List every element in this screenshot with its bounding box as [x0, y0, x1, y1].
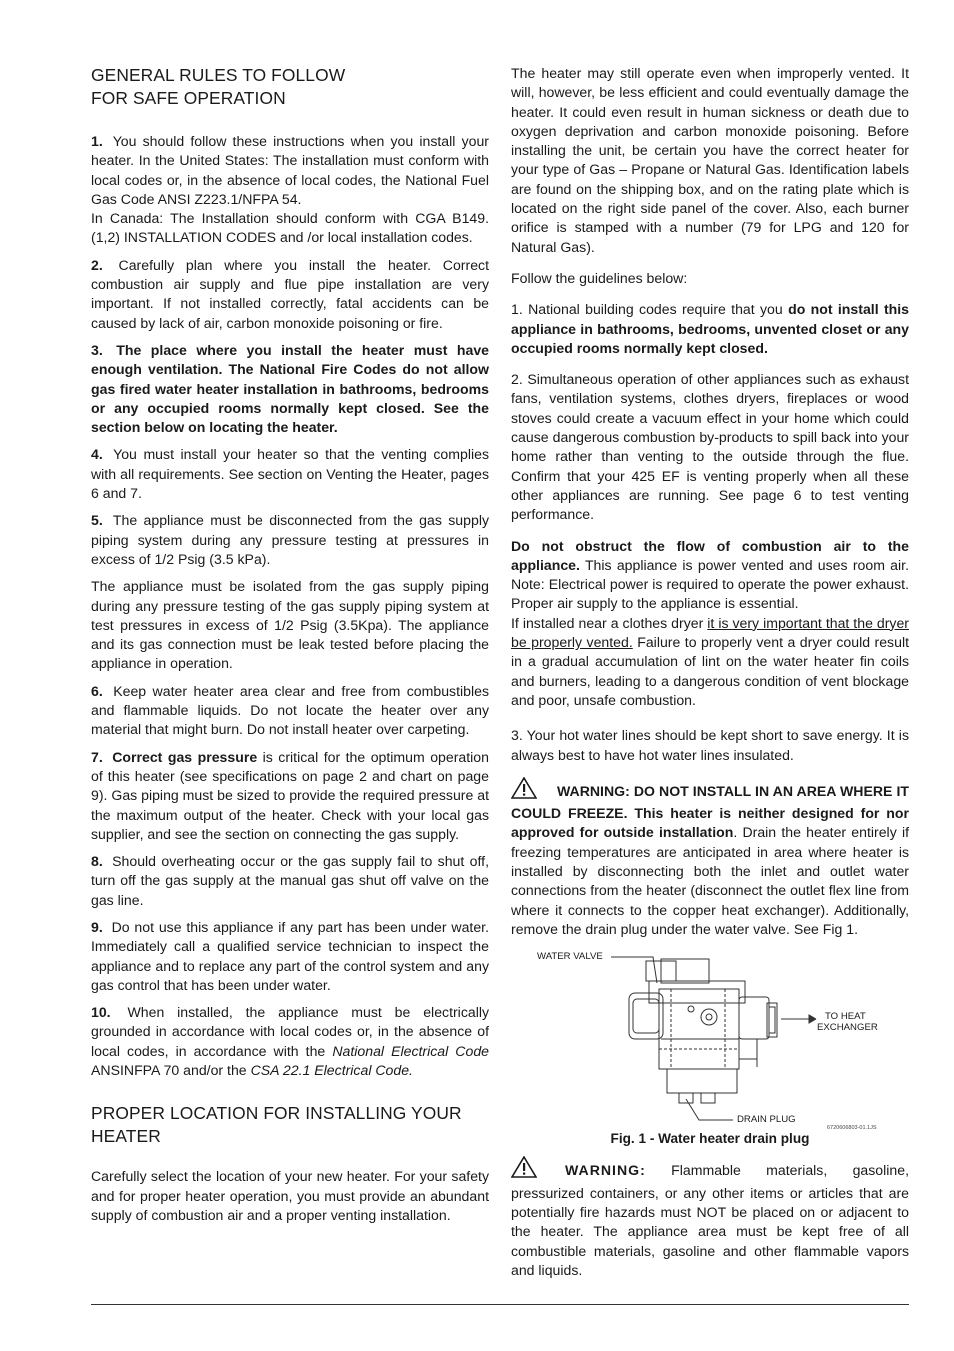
label-to-heat: TO HEAT — [825, 1011, 866, 1023]
left-column — [91, 64, 489, 1225]
rule-5-number: 5. — [91, 512, 103, 529]
rule-2-number: 2. — [91, 256, 103, 273]
rule-4-text: You must install your heater so that the venting complies with all requirements. See section on Venting the Heater, pages 6 and 7. — [91, 446, 489, 502]
warning-flammable-text: Flammable materials, gasoline, pressurized containers, or any other items or articles that are potentially fire hazards must NOT be placed on or adjacent to the heater. The appliance area must be kept free of all combustible materials, gasoline and other flammable vapors and liquids. — [511, 1162, 909, 1278]
warning-flammable-bold: WARNING: — [565, 1162, 646, 1179]
obstruct-paragraph — [511, 537, 909, 614]
rule-6-number: 6. — [91, 682, 103, 699]
rule-7-bold: Correct gas pressure — [112, 748, 258, 765]
dryer-end: Failure to properly vent a dryer could result in a gradual accumulation of lint on the water heater fin coils and burners, leading to a dangerous condition of vent blockage and poor, unsafe combustion. — [511, 634, 909, 708]
location-text: Carefully select the location of your new heater. For your safety and for proper heater operation, you must provide an abundant supply of combustion air and a proper venting installation. — [91, 1168, 489, 1223]
rule-4 — [91, 445, 489, 503]
warning-freeze-bold: WARNING: DO NOT INSTALL IN AN AREA WHERE IT COULD FREEZE. This heater is neither designed for nor approved for outside installation — [511, 782, 909, 841]
obstruct-text: This appliance is power vented and uses room air. Note: Electrical power is required to operate the power exhaust. Proper air supply to the appliance is essential. — [511, 556, 909, 612]
rule-10 — [91, 1003, 489, 1080]
rule-7-number: 7. — [91, 748, 103, 765]
rule-8 — [91, 852, 489, 910]
rule-7 — [91, 748, 489, 844]
rule-3-text: The place where you install the heater must have enough ventilation. The National Fire Codes do not allow gas fired water heater installation in bathrooms, bedrooms or any occupied rooms normally kept closed. See the section below on locating the heater. — [91, 341, 489, 436]
warning-freeze — [511, 777, 909, 939]
warning-triangle-icon — [511, 777, 537, 804]
rule-6-text: Keep water heater area clear and free from combustibles and flammable liquids. Do not locate the heater over any material that might burn. Do not install heater over carpeting. — [91, 682, 489, 738]
guideline-3: 3. Your hot water lines should be kept short to save energy. It is always best to have hot water lines insulated. — [511, 727, 909, 763]
rule-1 — [91, 132, 489, 209]
rule-10-csa: CSA 22.1 Electrical Code. — [250, 1062, 413, 1079]
warning-triangle-icon — [511, 1156, 537, 1183]
rule-9 — [91, 918, 489, 995]
follow-guidelines: Follow the guidelines below: — [511, 269, 688, 286]
rule-10-text: When installed, the appliance must be electrically grounded in accordance with local codes or, in the absence of local codes, in accordance with the — [91, 1004, 490, 1059]
rule-9-number: 9. — [91, 918, 103, 935]
warning-freeze-text: . Drain the heater entirely if freezing temperatures are anticipated in area where heater is installed by disconnecting both the inlet and outlet water connections from the heater (disconnect the outlet flex line from where it connects to the copper heat exchanger). Additionally, remove the drain plug under the water valve. See Fig 1. — [511, 824, 909, 937]
guideline-1 — [511, 300, 909, 358]
venting-intro: The heater may still operate even when improperly vented. It will, however, be less efficient and could eventually damage the heater. It could even result in human sickness or death due to oxygen deprivation and carbon monoxide poisoning. Before installing the unit, be certain you have the correct heater for your type of Gas – Propane or Natural Gas. Identification labels are found on the shipping box, and on the rating plate which is located on the right side panel of the cover. Also, each burner orifice is stamped with a number (79 for LPG and 120 for Natural Gas). — [511, 65, 909, 255]
dryer-underline: it is very important that the dryer be properly vented. — [511, 614, 909, 651]
rule-2-text: Carefully plan where you install the heater. Correct combustion air supply and flue pipe installation are very important. If not installed correctly, fatal accidents can be caused by lack of air, carbon monoxide poisoning or fire. — [91, 256, 489, 331]
rule-5-text: The appliance must be disconnected from the gas supply piping system during any pressure testing at pressures in excess of 1/2 Psig (3.5 kPa). — [91, 512, 489, 567]
rule-8-number: 8. — [91, 853, 103, 870]
heading-general-rules: GENERAL RULES TO FOLLOW FOR SAFE OPERATION — [91, 65, 346, 108]
figure-code: 6720606803-01.1JS — [827, 1125, 877, 1132]
rule-10-nec: National Electrical Code — [332, 1042, 490, 1059]
footer-divider — [91, 1304, 909, 1305]
dryer-paragraph — [511, 614, 909, 710]
label-water-valve: WATER VALVE — [537, 951, 603, 963]
obstruct-bold: Do not obstruct the flow of combustion air to the appliance. — [511, 537, 909, 573]
rule-9-text: Do not use this appliance if any part has been under water. Immediately call a qualified service technician to inspect the appliance and to replace any part of the control system and any gas control that has been under water. — [91, 918, 489, 993]
rule-5-extra: The appliance must be isolated from the gas supply piping during any pressure testing of the gas supply piping system at test pressures in excess of 1/2 Psig (3.5Kpa). The appliance and its gas connection must be leak tested before placing the appliance in operation. — [91, 578, 489, 672]
rule-3-number: 3. — [91, 341, 103, 358]
guideline-1-text: 1. National building codes require that you — [511, 301, 783, 318]
figure-drain-plug — [511, 949, 909, 1149]
guideline-2: 2. Simultaneous operation of other appliances such as exhaust fans, ventilation systems, clothes dryers, fireplaces or wood stoves could create a vacuum effect in your home which could cause dangerous combustion by-products to spill back into your home rather than venting to the outside through the flue. Confirm that your 425 EF is venting properly when all these other appliances are running. See page 6 to test venting performance. — [511, 371, 909, 523]
rule-1-text: You should follow these instructions when you install your heater. In the United States: The installation must conform with local codes or, in the absence of local codes, the National Fuel Gas Code ANSI Z223.1/NFPA 54. — [91, 133, 489, 207]
rule-4-number: 4. — [91, 446, 103, 463]
rule-6 — [91, 682, 489, 740]
rule-1-canada: In Canada: The Installation should conform with CGA B149.(1,2) INSTALLATION CODES and /or local installation codes. — [91, 210, 489, 246]
heading-proper-location: PROPER LOCATION FOR INSTALLING YOUR HEATER — [91, 1103, 462, 1147]
rule-10-number: 10. — [91, 1004, 111, 1021]
label-drain-plug: DRAIN PLUG — [737, 1114, 796, 1126]
rule-2 — [91, 256, 489, 333]
right-column — [511, 64, 909, 1280]
rule-8-text: Should overheating occur or the gas supply fail to shut off, turn off the gas supply at the manual gas shut off valve on the gas line. — [91, 853, 489, 908]
warning-flammable — [511, 1156, 909, 1280]
dryer-start: If installed near a clothes dryer — [511, 614, 704, 631]
guideline-1-bold: do not install this appliance in bathrooms, bedrooms, unvented closet or any occupied rooms normally kept closed. — [511, 301, 909, 356]
figure-caption: Fig. 1 - Water heater drain plug — [610, 1131, 810, 1147]
rule-5 — [91, 511, 489, 569]
rule-1-number: 1. — [91, 133, 103, 149]
rule-10-mid: ANSINFPA 70 and/or the — [91, 1062, 247, 1079]
rule-7-text: is critical for the optimum operation of this heater (see specifications on page 2 and chart on page 9). Gas piping must be sized to provide the required pressure at the maximum output of the heater. Check with your local gas supplier, and see the section on connecting the gas supply. — [91, 748, 489, 842]
label-exchanger: EXCHANGER — [817, 1022, 878, 1034]
rule-3 — [91, 341, 489, 437]
